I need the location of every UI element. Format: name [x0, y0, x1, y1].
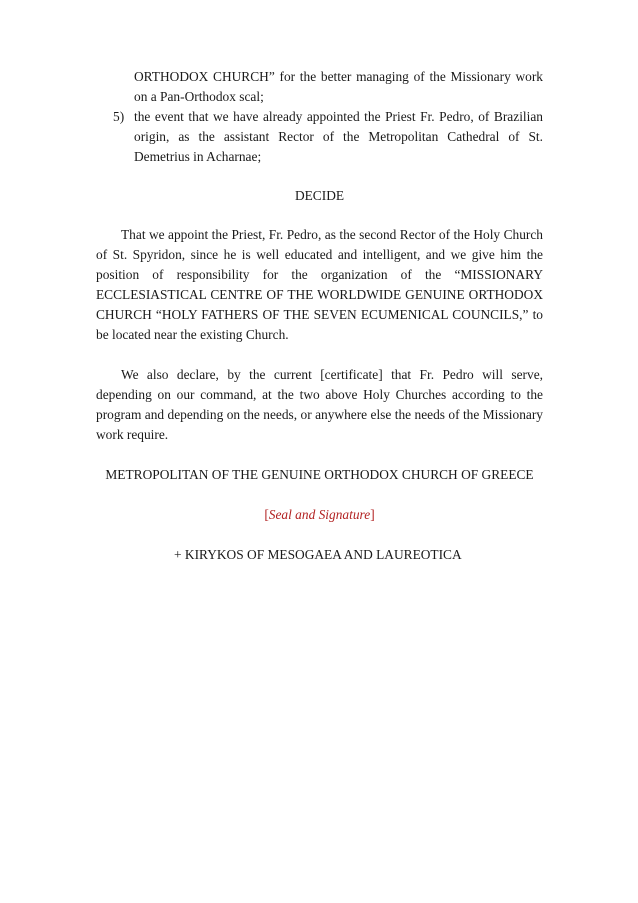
- list-item-text: the event that we have already appointed the Priest Fr. Pedro, of Brazilian origin, as the assistant Rector of the Metropolitan Cathedral of St. Demetrius in Acharnae;: [134, 109, 543, 164]
- metropolitan-title: METROPOLITAN OF THE GENUINE ORTHODOX CHURCH OF GREECE: [105, 467, 534, 482]
- decide-heading: DECIDE: [294, 188, 345, 203]
- list-item-5: [96, 107, 543, 167]
- seal-close-bracket: ]: [370, 507, 375, 522]
- appointment-paragraph: That we appoint the Priest, Fr. Pedro, as the second Rector of the Holy Church of St. Spyridon, since he is well educated and intelligent, and we give him the position of responsibility for the organization of the “MISSIONARY ECCLESIASTICAL CENTRE OF THE WORLDWIDE GENUINE ORTHODOX CHURCH “HOLY FATHERS OF THE SEVEN ECUMENICAL COUNCILS,” to be located near the existing Church.: [96, 227, 543, 342]
- document-body: [96, 67, 543, 565]
- signatory-name: + KIRYKOS OF MESOGAEA AND LAUREOTICA: [174, 547, 462, 562]
- declaration-paragraph: We also declare, by the current [certificate] that Fr. Pedro will serve, depending on our command, at the two above Holy Churches according to the program and depending on the needs, or anywhere else the needs of the Missionary work require.: [96, 367, 543, 442]
- seal-text: Seal and Signature: [268, 507, 371, 522]
- seal-and-signature-note: [96, 505, 543, 525]
- seal-open-bracket: [: [264, 507, 269, 522]
- list-item-continuation: ORTHODOX CHURCH” for the better managing of the Missionary work on a Pan-Orthodox scal;: [134, 69, 543, 104]
- list-item-number: 5): [113, 109, 125, 124]
